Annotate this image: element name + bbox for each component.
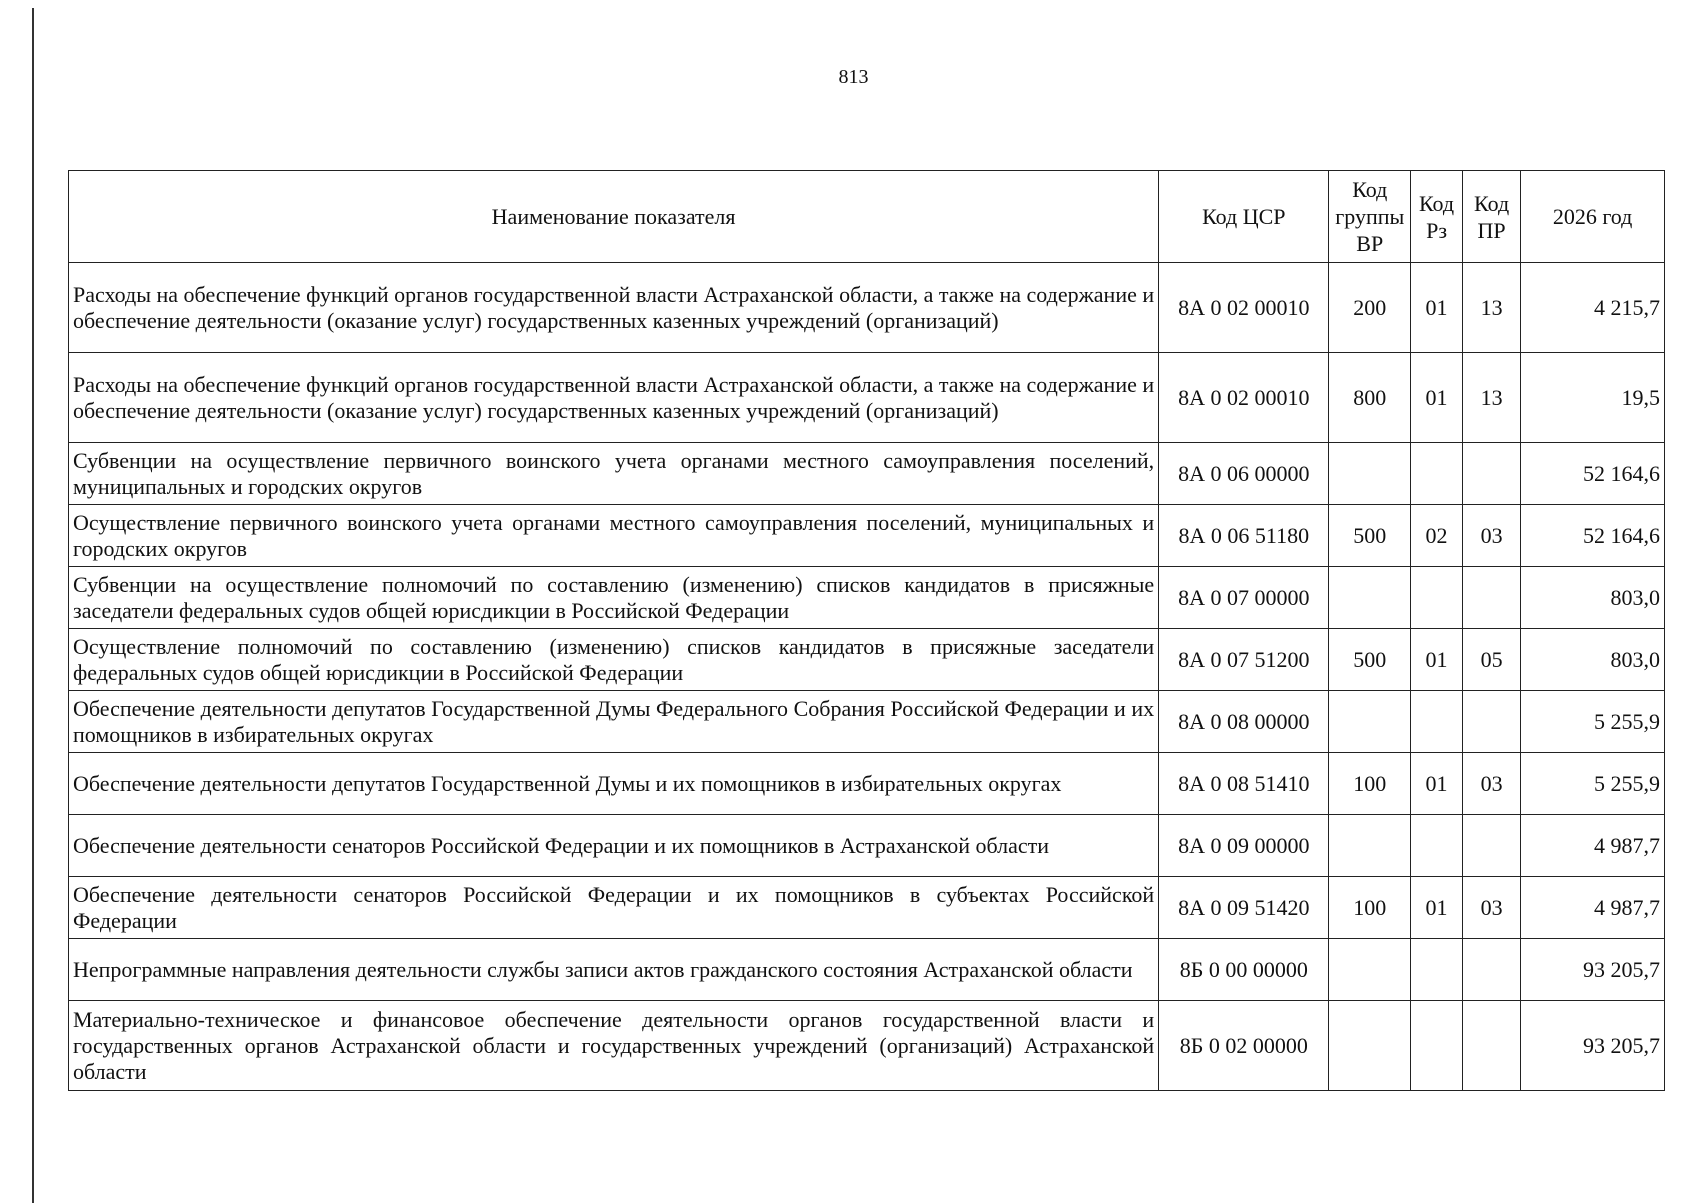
table-row: [69, 505, 1665, 567]
header-rz-code: Код Рз: [1411, 171, 1463, 263]
row-rz-code: [1411, 691, 1463, 753]
row-vr-code: 200: [1329, 263, 1411, 353]
header-name: Наименование показателя: [69, 171, 1159, 263]
row-name: Расходы на обеспечение функций органов государственной власти Астраханской области, а также на содержание и обеспечение деятельности (оказание услуг) государственных казенных учреждений (организаций): [69, 263, 1159, 353]
row-pr-code: 03: [1463, 505, 1521, 567]
table-row: [69, 567, 1665, 629]
row-csr-code: 8А 0 07 51200: [1159, 629, 1329, 691]
row-csr-code: 8А 0 02 00010: [1159, 353, 1329, 443]
row-vr-code: [1329, 691, 1411, 753]
row-rz-code: [1411, 567, 1463, 629]
row-pr-code: 13: [1463, 353, 1521, 443]
row-pr-code: [1463, 443, 1521, 505]
row-csr-code: 8А 0 07 00000: [1159, 567, 1329, 629]
row-name: Материально-техническое и финансовое обеспечение деятельности органов государственной власти и государственных органов Астраханской области и государственных учреждений (организаций) Астраханской области: [69, 1001, 1159, 1091]
row-name: Субвенции на осуществление первичного воинского учета органами местного самоуправления поселений, муниципальных и городских округов: [69, 443, 1159, 505]
row-value: 4 987,7: [1521, 815, 1665, 877]
binding-margin-line: [32, 8, 34, 1203]
row-rz-code: [1411, 1001, 1463, 1091]
row-value: 4 215,7: [1521, 263, 1665, 353]
row-value: 5 255,9: [1521, 753, 1665, 815]
row-pr-code: [1463, 1001, 1521, 1091]
row-pr-code: 13: [1463, 263, 1521, 353]
row-rz-code: 01: [1411, 263, 1463, 353]
row-name: Непрограммные направления деятельности службы записи актов гражданского состояния Астраханской области: [69, 939, 1159, 1001]
table-row: [69, 877, 1665, 939]
row-vr-code: 500: [1329, 629, 1411, 691]
row-csr-code: 8А 0 06 51180: [1159, 505, 1329, 567]
row-name: Субвенции на осуществление полномочий по составлению (изменению) списков кандидатов в присяжные заседатели федеральных судов общей юрисдикции в Российской Федерации: [69, 567, 1159, 629]
row-vr-code: [1329, 939, 1411, 1001]
table-row: [69, 443, 1665, 505]
row-name: Обеспечение деятельности депутатов Государственной Думы и их помощников в избирательных округах: [69, 753, 1159, 815]
table-row: [69, 691, 1665, 753]
table-row: [69, 1001, 1665, 1091]
row-value: 93 205,7: [1521, 1001, 1665, 1091]
row-vr-code: [1329, 1001, 1411, 1091]
row-rz-code: 01: [1411, 753, 1463, 815]
row-value: 5 255,9: [1521, 691, 1665, 753]
row-value: 93 205,7: [1521, 939, 1665, 1001]
row-vr-code: [1329, 443, 1411, 505]
row-csr-code: 8А 0 02 00010: [1159, 263, 1329, 353]
row-vr-code: 100: [1329, 753, 1411, 815]
header-csr-code: Код ЦСР: [1159, 171, 1329, 263]
row-csr-code: 8А 0 06 00000: [1159, 443, 1329, 505]
header-year-2026: 2026 год: [1521, 171, 1665, 263]
budget-table: [68, 170, 1665, 1091]
row-vr-code: [1329, 567, 1411, 629]
row-name: Обеспечение деятельности сенаторов Российской Федерации и их помощников в субъектах Российской Федерации: [69, 877, 1159, 939]
row-csr-code: 8А 0 09 00000: [1159, 815, 1329, 877]
row-pr-code: 05: [1463, 629, 1521, 691]
row-vr-code: [1329, 815, 1411, 877]
row-pr-code: 03: [1463, 753, 1521, 815]
row-csr-code: 8А 0 08 51410: [1159, 753, 1329, 815]
row-value: 52 164,6: [1521, 505, 1665, 567]
row-vr-code: 100: [1329, 877, 1411, 939]
table-header-row: [69, 171, 1665, 263]
row-rz-code: [1411, 939, 1463, 1001]
table-row: [69, 753, 1665, 815]
row-pr-code: [1463, 939, 1521, 1001]
row-rz-code: 02: [1411, 505, 1463, 567]
row-name: Обеспечение деятельности депутатов Государственной Думы Федерального Собрания Российской Федерации и их помощников в избирательных округах: [69, 691, 1159, 753]
row-pr-code: 03: [1463, 877, 1521, 939]
row-rz-code: 01: [1411, 629, 1463, 691]
row-vr-code: 500: [1329, 505, 1411, 567]
page-number: 813: [838, 66, 869, 88]
row-value: 4 987,7: [1521, 877, 1665, 939]
header-pr-code: Код ПР: [1463, 171, 1521, 263]
row-csr-code: 8А 0 08 00000: [1159, 691, 1329, 753]
row-csr-code: 8А 0 09 51420: [1159, 877, 1329, 939]
row-rz-code: [1411, 443, 1463, 505]
row-name: Расходы на обеспечение функций органов государственной власти Астраханской области, а также на содержание и обеспечение деятельности (оказание услуг) государственных казенных учреждений (организаций): [69, 353, 1159, 443]
row-name: Обеспечение деятельности сенаторов Российской Федерации и их помощников в Астраханской области: [69, 815, 1159, 877]
row-value: 19,5: [1521, 353, 1665, 443]
row-name: Осуществление полномочий по составлению (изменению) списков кандидатов в присяжные заседатели федеральных судов общей юрисдикции в Российской Федерации: [69, 629, 1159, 691]
row-value: 803,0: [1521, 629, 1665, 691]
row-rz-code: 01: [1411, 877, 1463, 939]
table-row: [69, 629, 1665, 691]
row-pr-code: [1463, 815, 1521, 877]
header-vr-group-code: Код группы ВР: [1329, 171, 1411, 263]
row-value: 52 164,6: [1521, 443, 1665, 505]
row-vr-code: 800: [1329, 353, 1411, 443]
row-rz-code: 01: [1411, 353, 1463, 443]
table-row: [69, 815, 1665, 877]
table-row: [69, 939, 1665, 1001]
row-pr-code: [1463, 691, 1521, 753]
row-value: 803,0: [1521, 567, 1665, 629]
row-name: Осуществление первичного воинского учета органами местного самоуправления поселений, муниципальных и городских округов: [69, 505, 1159, 567]
table-row: [69, 353, 1665, 443]
row-pr-code: [1463, 567, 1521, 629]
table-row: [69, 263, 1665, 353]
row-csr-code: 8Б 0 00 00000: [1159, 939, 1329, 1001]
row-rz-code: [1411, 815, 1463, 877]
row-csr-code: 8Б 0 02 00000: [1159, 1001, 1329, 1091]
